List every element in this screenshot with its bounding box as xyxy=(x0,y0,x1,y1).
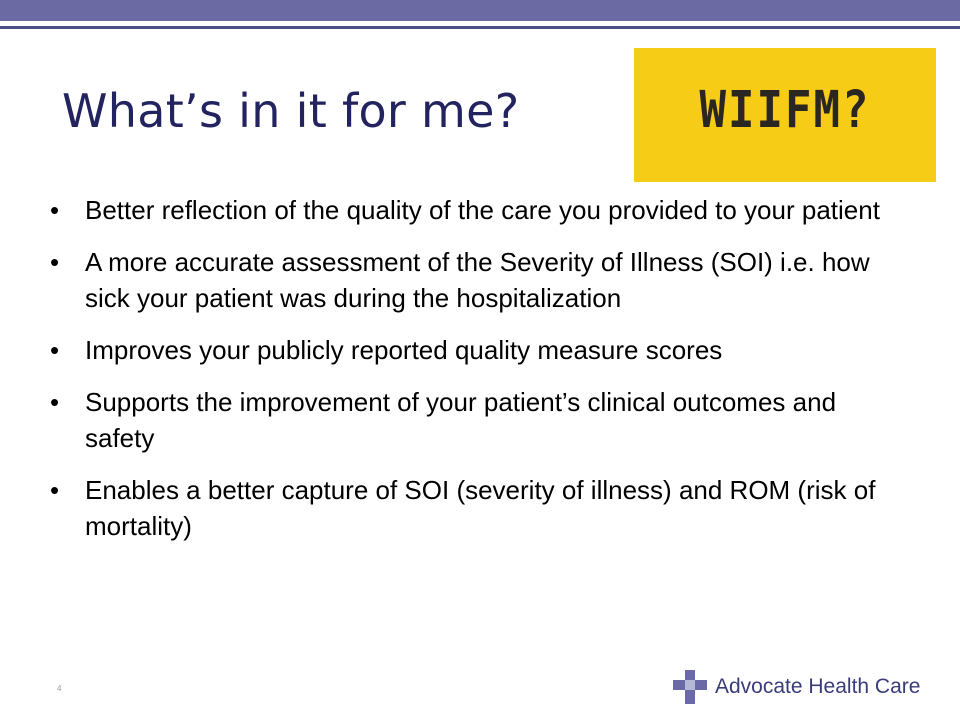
bullet-item xyxy=(48,472,888,544)
bullet-text: Improves your publicly reported quality measure scores xyxy=(85,335,723,365)
bullet-item xyxy=(48,244,888,316)
bullet-list xyxy=(48,192,888,560)
bullet-dot-icon: • xyxy=(50,335,60,365)
bullet-dot-icon: • xyxy=(50,475,60,505)
bullet-dot-icon: • xyxy=(50,247,60,277)
bullet-text: Enables a better capture of SOI (severity of illness) and ROM (risk of mortality) xyxy=(85,475,876,541)
bullet-item xyxy=(48,192,888,228)
top-decorative-band xyxy=(0,0,960,21)
bullet-dot-icon: • xyxy=(50,387,60,417)
cross-icon xyxy=(673,670,707,704)
bullet-text: Supports the improvement of your patient’s clinical outcomes and safety xyxy=(85,387,837,453)
slide-title: What’s in it for me? xyxy=(62,84,520,138)
bullet-text: A more accurate assessment of the Severity of Illness (SOI) i.e. how sick your patient was during the hospitalization xyxy=(85,247,870,313)
page-number: 4 xyxy=(57,684,62,693)
bullet-text: Better reflection of the quality of the care you provided to your patient xyxy=(85,195,880,225)
bullet-item xyxy=(48,384,888,456)
advocate-logo xyxy=(673,666,920,708)
wiifm-badge-text: WIIFM? xyxy=(699,80,871,140)
wiifm-badge xyxy=(634,48,936,182)
top-decorative-line xyxy=(0,26,960,29)
bullet-item xyxy=(48,332,888,368)
bullet-dot-icon: • xyxy=(50,195,60,225)
logo-text: Advocate Health Care xyxy=(715,675,921,698)
